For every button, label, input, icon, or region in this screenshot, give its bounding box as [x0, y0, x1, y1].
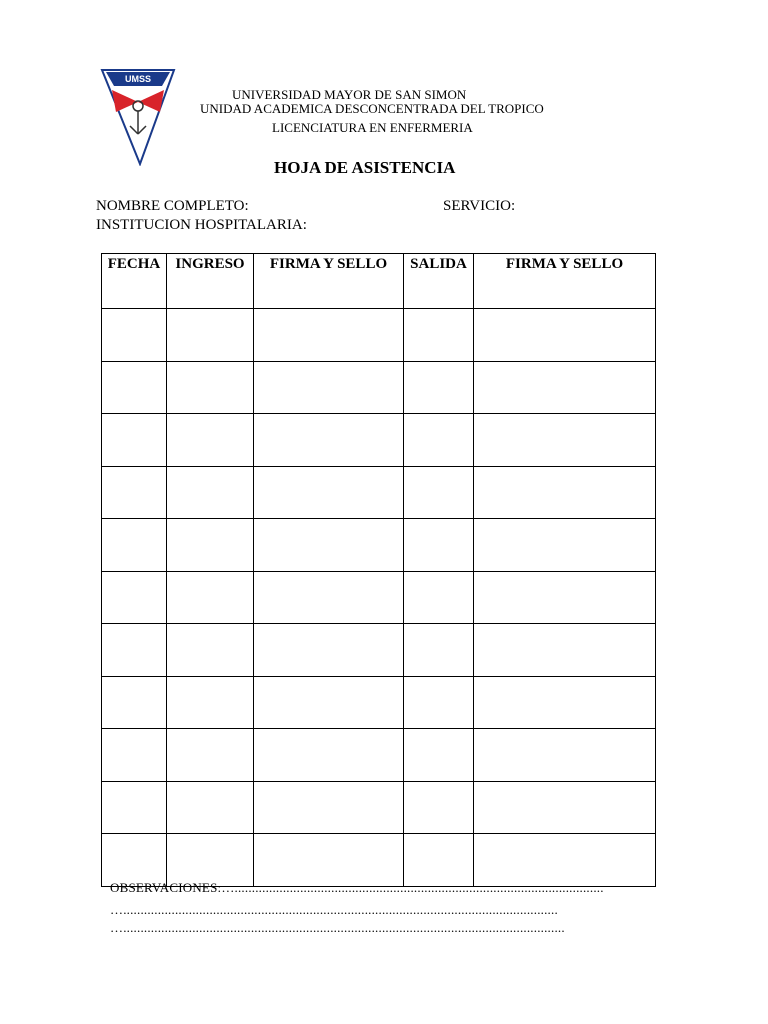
table-row [102, 361, 656, 414]
table-cell[interactable] [404, 781, 474, 834]
table-cell[interactable] [102, 519, 167, 572]
col-salida: SALIDA [404, 254, 474, 309]
table-row [102, 519, 656, 572]
table-cell[interactable] [474, 414, 656, 467]
table-cell[interactable] [404, 361, 474, 414]
col-fecha: FECHA [102, 254, 167, 309]
table-cell[interactable] [102, 361, 167, 414]
table-cell[interactable] [404, 309, 474, 362]
table-cell[interactable] [167, 571, 254, 624]
table-cell[interactable] [474, 571, 656, 624]
table-cell[interactable] [404, 624, 474, 677]
table-cell[interactable] [404, 466, 474, 519]
table-cell[interactable] [404, 676, 474, 729]
nombre-completo-label: NOMBRE COMPLETO: [96, 198, 249, 214]
table-row [102, 624, 656, 677]
attendance-table [101, 253, 656, 887]
table-cell[interactable] [404, 834, 474, 887]
table-row [102, 676, 656, 729]
table-row [102, 834, 656, 887]
table-cell[interactable] [474, 466, 656, 519]
table-cell[interactable] [474, 729, 656, 782]
table-cell[interactable] [254, 361, 404, 414]
table-cell[interactable] [167, 781, 254, 834]
university-name: UNIVERSIDAD MAYOR DE SAN SIMON [232, 87, 467, 102]
document-title: HOJA DE ASISTENCIA [274, 158, 456, 177]
table-cell[interactable] [254, 781, 404, 834]
table-cell[interactable] [167, 834, 254, 887]
table-row [102, 466, 656, 519]
table-cell[interactable] [102, 571, 167, 624]
table-cell[interactable] [254, 414, 404, 467]
table-row [102, 414, 656, 467]
table-cell[interactable] [254, 571, 404, 624]
col-firma-sello-ingreso: FIRMA Y SELLO [254, 254, 404, 309]
table-cell[interactable] [404, 519, 474, 572]
table-cell[interactable] [102, 466, 167, 519]
table-row [102, 571, 656, 624]
table-cell[interactable] [474, 309, 656, 362]
table-header-row [102, 254, 656, 309]
table-cell[interactable] [474, 624, 656, 677]
table-cell[interactable] [167, 309, 254, 362]
table-cell[interactable] [102, 414, 167, 467]
col-ingreso: INGRESO [167, 254, 254, 309]
observaciones-line-3: …................................................................................................................................ [110, 920, 565, 935]
table-cell[interactable] [404, 729, 474, 782]
table-cell[interactable] [404, 571, 474, 624]
table-cell[interactable] [167, 466, 254, 519]
table-cell[interactable] [167, 414, 254, 467]
table-cell[interactable] [167, 676, 254, 729]
table-row [102, 781, 656, 834]
institucion-label: INSTITUCION HOSPITALARIA: [96, 217, 307, 233]
servicio-label: SERVICIO: [443, 198, 516, 214]
table-cell[interactable] [474, 781, 656, 834]
table-cell[interactable] [474, 676, 656, 729]
program-name: LICENCIATURA EN ENFERMERIA [272, 120, 473, 135]
table-cell[interactable] [167, 361, 254, 414]
table-cell[interactable] [254, 466, 404, 519]
table-cell[interactable] [254, 624, 404, 677]
table-cell[interactable] [102, 781, 167, 834]
table-cell[interactable] [102, 676, 167, 729]
table-cell[interactable] [254, 676, 404, 729]
table-cell[interactable] [254, 834, 404, 887]
observaciones-line-1: OBSERVACIONES:…........................................................................................................... [110, 880, 604, 895]
academic-unit: UNIDAD ACADEMICA DESCONCENTRADA DEL TROPICO [200, 101, 544, 116]
table-cell[interactable] [167, 624, 254, 677]
table-cell[interactable] [102, 834, 167, 887]
table-cell[interactable] [474, 361, 656, 414]
umss-logo [100, 68, 176, 166]
table-cell[interactable] [254, 309, 404, 362]
table-row [102, 309, 656, 362]
table-cell[interactable] [102, 624, 167, 677]
logo-text: UMSS [124, 74, 152, 84]
table-row [102, 729, 656, 782]
table-cell[interactable] [404, 414, 474, 467]
table-cell[interactable] [102, 729, 167, 782]
table-cell[interactable] [254, 729, 404, 782]
observaciones-line-2: ….............................................................................................................................. [110, 902, 558, 917]
table-cell[interactable] [254, 519, 404, 572]
table-cell[interactable] [102, 309, 167, 362]
table-cell[interactable] [474, 519, 656, 572]
table-cell[interactable] [167, 519, 254, 572]
col-firma-sello-salida: FIRMA Y SELLO [474, 254, 656, 309]
table-cell[interactable] [167, 729, 254, 782]
table-cell[interactable] [474, 834, 656, 887]
